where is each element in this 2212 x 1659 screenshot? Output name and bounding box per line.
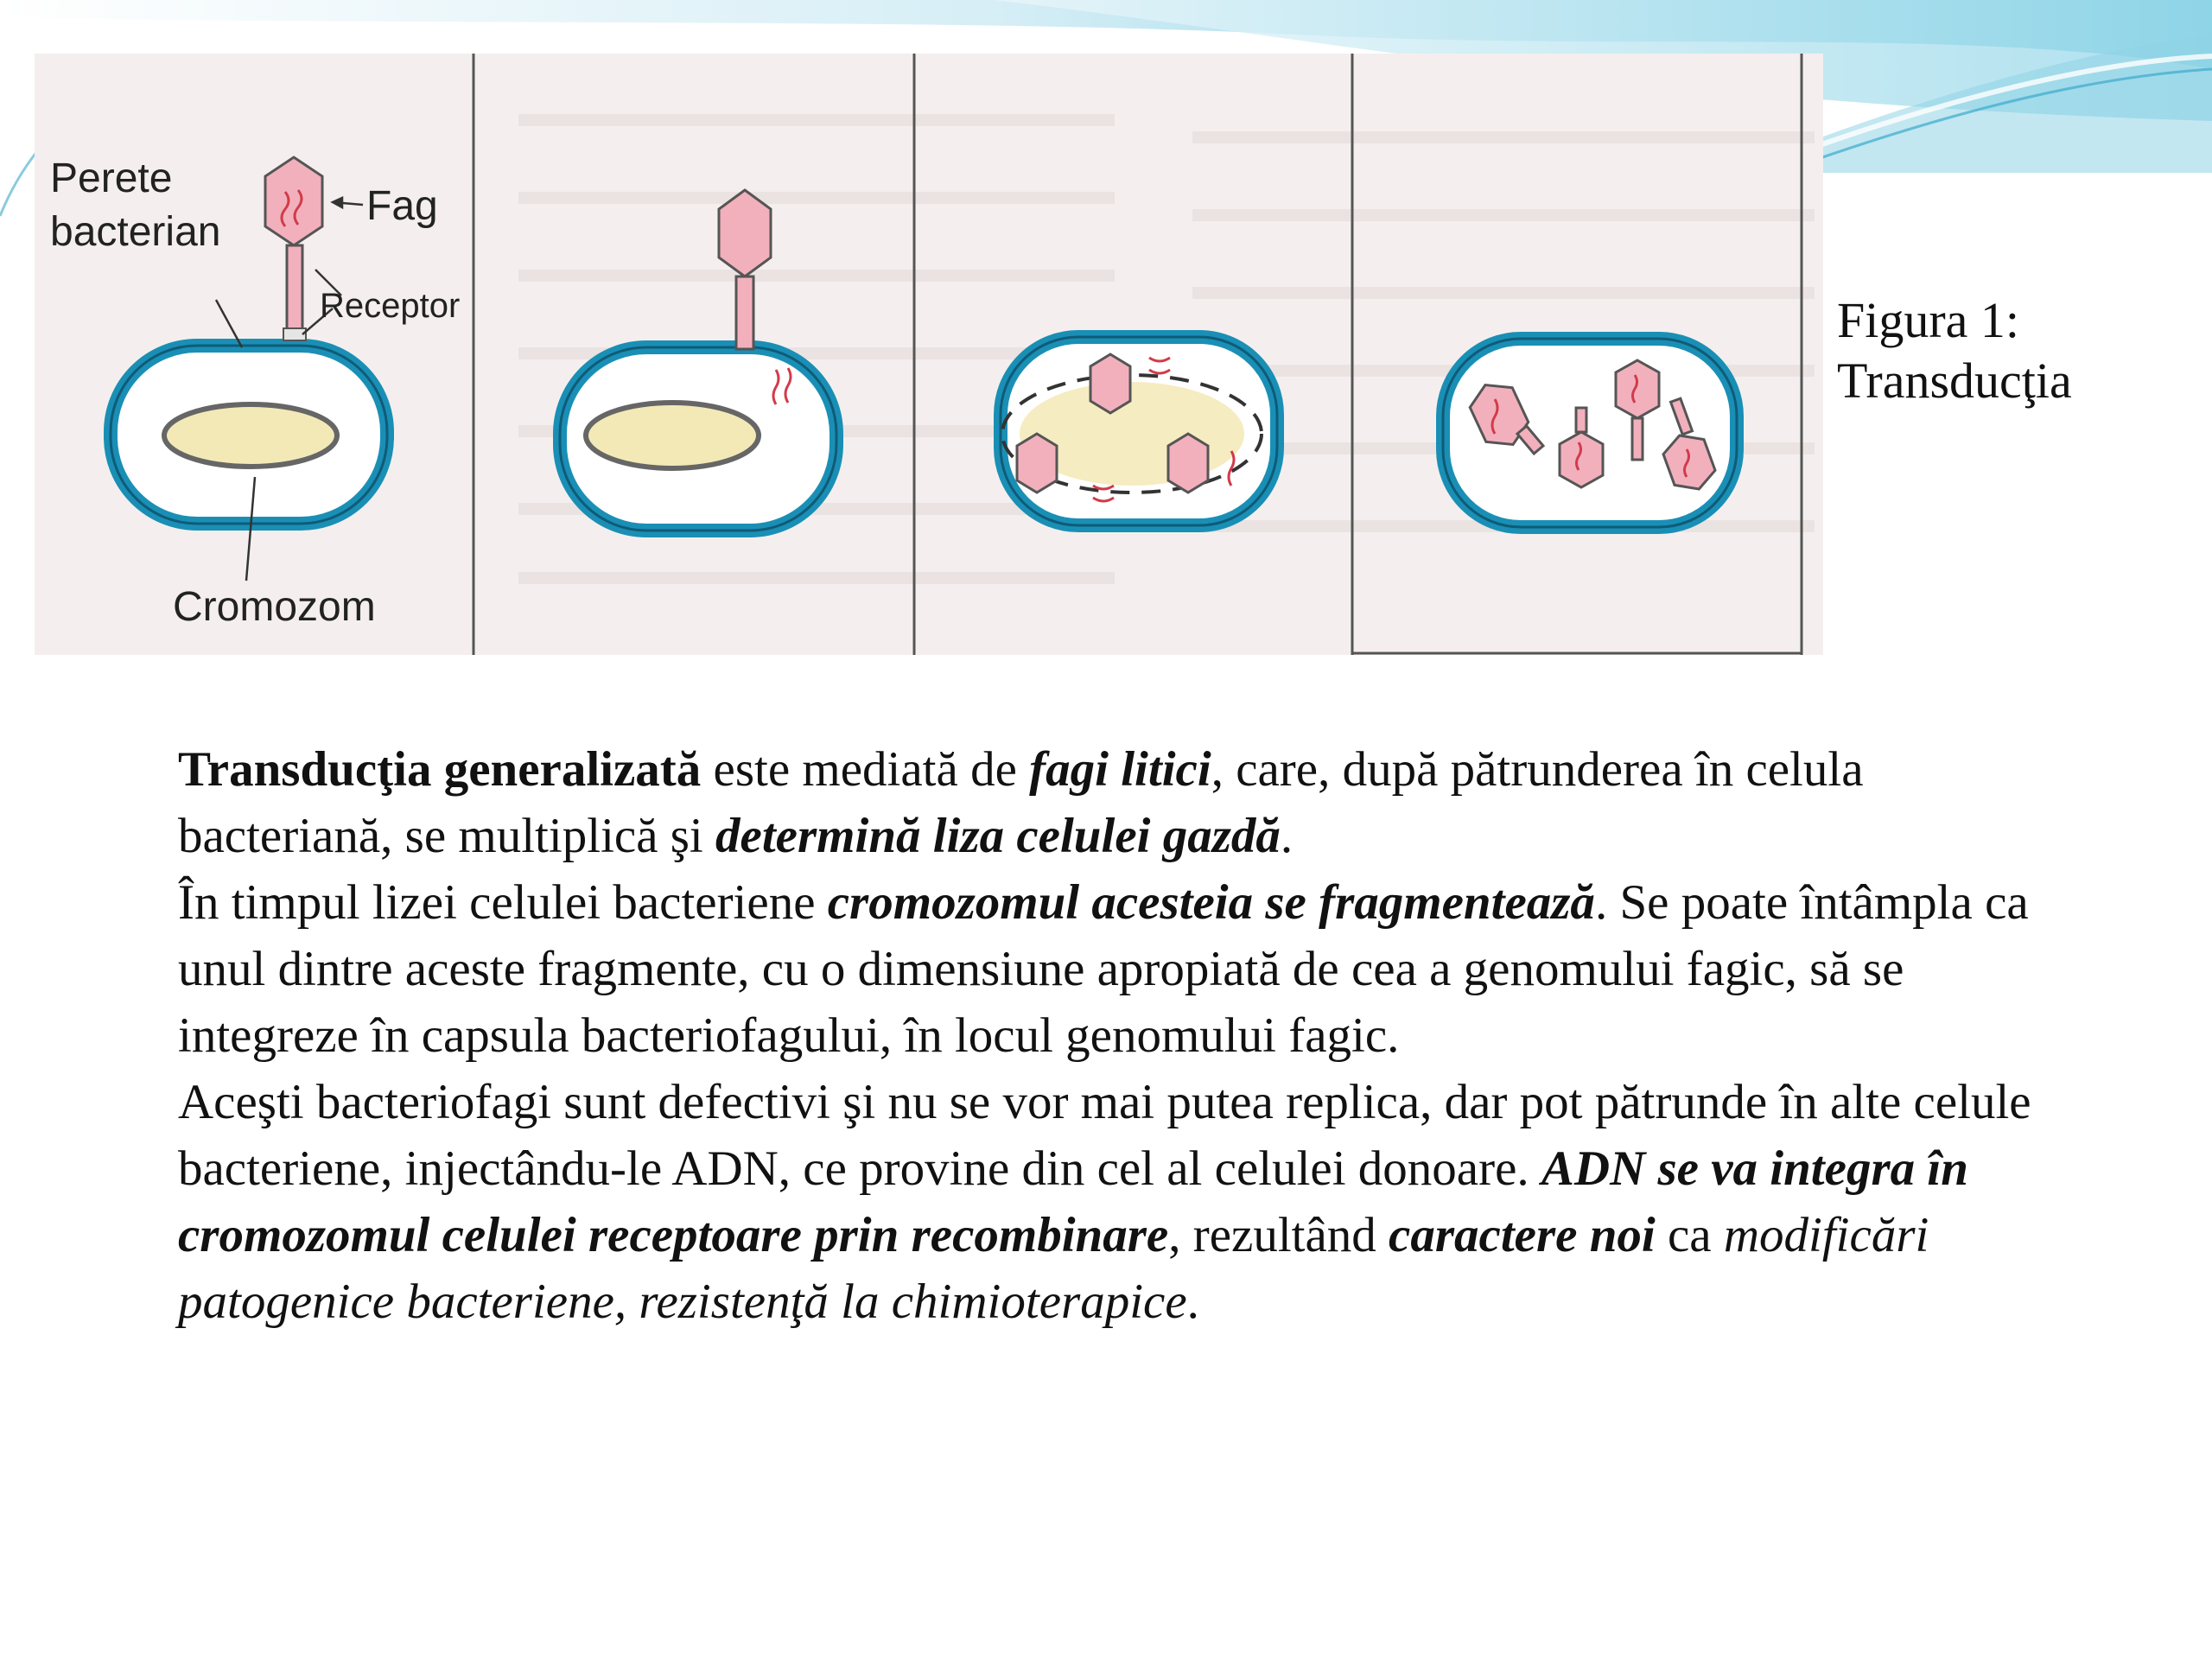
chromosome-icon xyxy=(164,404,337,467)
figure-caption xyxy=(1837,290,2200,410)
text-span: . xyxy=(1186,1274,1199,1329)
text-span: ca xyxy=(1655,1208,1724,1262)
text-span: Aceşti bacteriofagi sunt defectivi şi nu se vor mai putea replica, dar pot pătrunde în alte celule bacteriene, injectându-le ADN, ce provine din cel al celulei donoare. xyxy=(178,1075,2031,1196)
text-span: . xyxy=(1280,809,1294,863)
term-pathogenic-changes: modificări patogenice bacteriene, rezistenţă la chimioterapice xyxy=(178,1208,1929,1329)
term-host-lysis: determină liza celulei gazdă xyxy=(715,809,1281,863)
transduction-diagram xyxy=(35,54,1823,655)
term-chromosome-fragmentation: cromozomul acesteia se fragmentează xyxy=(827,875,1595,930)
label-receptor: Receptor xyxy=(320,287,461,325)
caption-line-1: Figura 1: xyxy=(1837,292,2020,348)
body-text xyxy=(178,736,2036,1335)
chromosome-icon xyxy=(586,403,759,468)
term-new-traits: caractere noi xyxy=(1389,1208,1656,1262)
text-span: , rezultând xyxy=(1168,1208,1389,1262)
label-cell-wall-line1: Perete xyxy=(50,156,173,201)
label-chromosome: Cromozom xyxy=(173,584,376,630)
term-generalized-transduction: Transducţia generalizată xyxy=(178,742,702,797)
transduction-figure xyxy=(35,54,1823,655)
text-span: În timpul lizei celulei bacteriene xyxy=(178,875,828,930)
term-recombination: ADN se va integra în cromozomul celulei receptoare prin recombinare xyxy=(178,1141,1968,1262)
caption-line-2: Transducţia xyxy=(1837,352,2072,409)
paragraph-3 xyxy=(178,1069,2036,1335)
label-phage: Fag xyxy=(366,183,438,229)
text-span: , care, după pătrunderea în celula bacteriană, se multiplică şi xyxy=(178,742,1864,863)
paragraph-2 xyxy=(178,869,2036,1069)
panel-3-replication xyxy=(1001,337,1277,525)
paragraph-1 xyxy=(178,736,2036,869)
text-span: . Se poate întâmpla ca unul dintre aceste fragmente, cu o dimensiune apropiată de cea a genomului fagic, să se integreze în capsula bacteriofagului, în locul genomului fagic. xyxy=(178,875,2029,1063)
label-cell-wall-line2: bacterian xyxy=(50,209,221,255)
term-lytic-phages: fagi litici xyxy=(1029,742,1211,797)
text-span: este mediată de xyxy=(701,742,1030,797)
panel-4-lysis xyxy=(1443,339,1737,527)
